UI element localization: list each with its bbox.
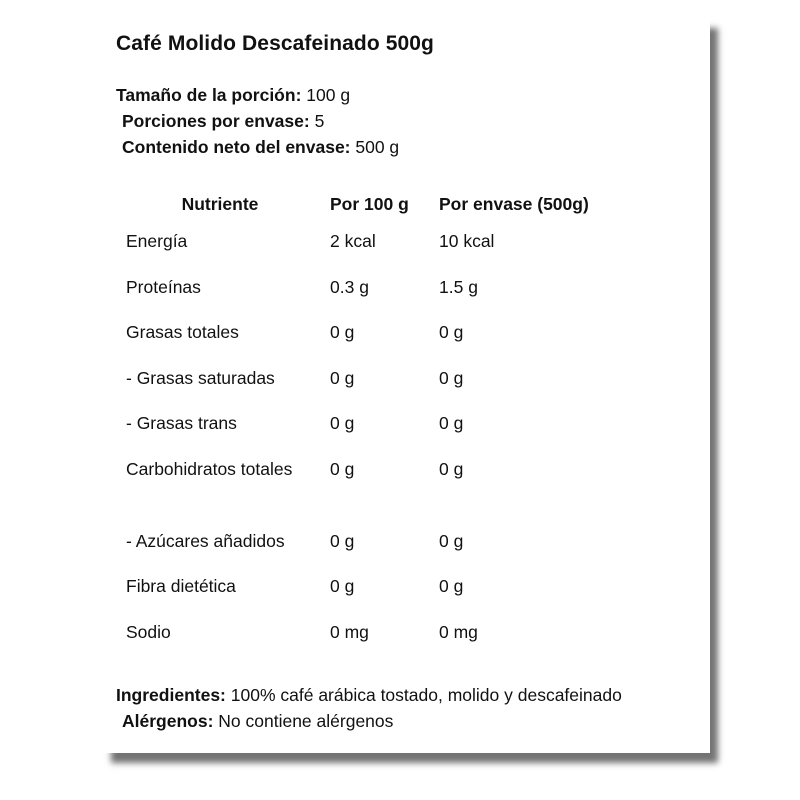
table-row xyxy=(118,615,597,661)
servings-per-pack-value: 5 xyxy=(309,111,325,131)
allergens-value: No contiene alérgenos xyxy=(213,711,394,731)
ingredients-value: 100% café arábica tostado, molido y descafeinado xyxy=(225,685,622,705)
value-per-100g: 0 g xyxy=(330,322,355,342)
table-row xyxy=(118,270,597,316)
nutrient-name: Carbohidratos totales xyxy=(126,458,293,479)
net-content-line xyxy=(122,137,399,158)
value-per-pack: 0 mg xyxy=(439,621,478,642)
product-title: Café Molido Descafeinado 500g xyxy=(116,32,434,55)
nutrient-name: Fibra dietética xyxy=(126,576,236,596)
table-row xyxy=(118,406,597,452)
value-per-100g: 2 kcal xyxy=(330,231,376,251)
value-per-100g: 0 g xyxy=(330,530,355,551)
header-per-pack: Por envase (500g) xyxy=(439,193,589,214)
table-row xyxy=(118,224,597,270)
nutrient-name: Energía xyxy=(126,231,188,251)
serving-size-line xyxy=(116,85,350,106)
servings-per-pack-label: Porciones por envase: xyxy=(122,111,310,131)
value-per-100g: 0 mg xyxy=(330,621,369,642)
table-row xyxy=(118,452,597,524)
header-per-100g: Por 100 g xyxy=(330,193,409,214)
value-per-pack: 0 g xyxy=(439,367,464,388)
net-content-value: 500 g xyxy=(350,137,400,157)
table-row xyxy=(118,569,597,615)
allergens-label: Alérgenos: xyxy=(122,711,214,731)
table-row xyxy=(118,315,597,361)
value-per-100g: 0 g xyxy=(330,458,355,479)
value-per-pack: 0 g xyxy=(439,413,464,433)
serving-size-value: 100 g xyxy=(301,85,351,105)
value-per-pack: 0 g xyxy=(439,322,464,342)
value-per-100g: 0 g xyxy=(330,576,355,596)
value-per-pack: 0 g xyxy=(439,530,464,551)
nutrient-name: - Azúcares añadidos xyxy=(126,530,285,551)
nutrient-name: - Grasas saturadas xyxy=(126,367,275,388)
value-per-100g: 0.3 g xyxy=(330,276,369,297)
servings-per-pack-line xyxy=(122,111,324,132)
ingredients-label: Ingredientes: xyxy=(116,685,226,705)
value-per-pack: 0 g xyxy=(439,576,464,596)
ingredients-line xyxy=(116,685,622,706)
value-per-pack: 10 kcal xyxy=(439,231,495,251)
net-content-label: Contenido neto del envase: xyxy=(122,137,351,157)
allergens-line xyxy=(122,711,393,732)
value-per-100g: 0 g xyxy=(330,413,355,433)
nutrition-table xyxy=(118,184,597,660)
table-row xyxy=(118,524,597,570)
serving-size-label: Tamaño de la porción: xyxy=(116,85,302,105)
nutrient-name: Grasas totales xyxy=(126,322,239,342)
table-row xyxy=(118,361,597,407)
nutrient-name: Sodio xyxy=(126,621,171,642)
nutrient-name: - Grasas trans xyxy=(126,413,237,433)
value-per-pack: 1.5 g xyxy=(439,276,478,297)
table-header-row xyxy=(118,184,597,224)
value-per-pack: 0 g xyxy=(439,458,464,479)
header-nutrient: Nutriente xyxy=(181,193,259,214)
value-per-100g: 0 g xyxy=(330,367,355,388)
nutrient-name: Proteínas xyxy=(126,276,201,297)
